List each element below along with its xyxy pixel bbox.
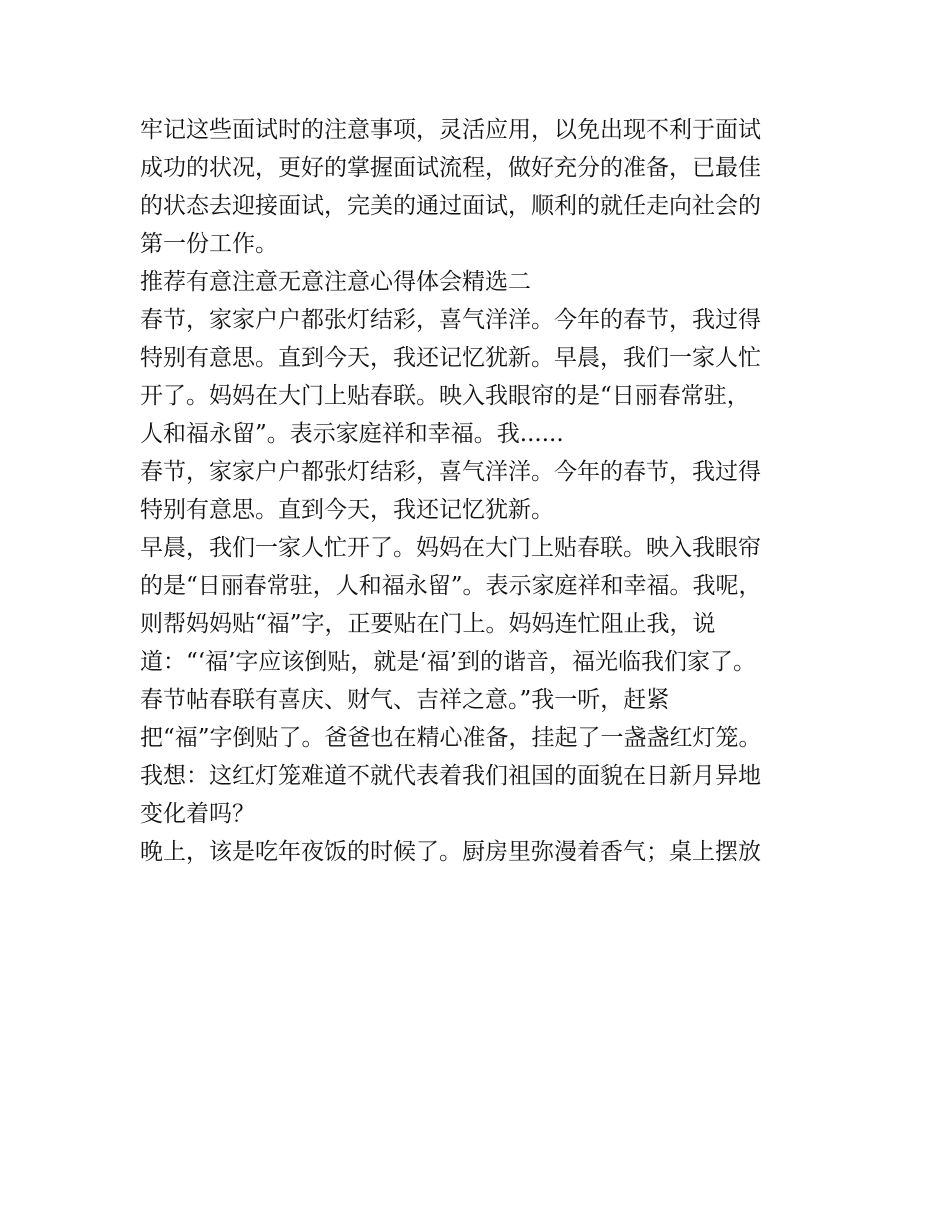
text-line-20: 晚上，该是吃年夜饭的时候了。厨房里弥漫着香气；桌上摆放 <box>140 839 761 865</box>
document-body <box>140 111 815 871</box>
text-line-13: 的是“日丽春常驻，人和福永留”。表示家庭祥和幸福。我呢， <box>140 573 762 599</box>
text-line-3: 的状态去迎接面试，完美的通过面试，顺利的就任走向社会的 <box>140 193 761 219</box>
text-line-11: 特别有意思。直到今天，我还记忆犹新。 <box>140 497 554 523</box>
text-line-17: 把“福”字倒贴了。爸爸也在精心准备，挂起了一盏盏红灯笼。 <box>140 725 762 751</box>
text-line-19: 变化着吗？ <box>140 801 255 827</box>
text-line-16: 春节帖春联有喜庆、财气、吉祥之意。”我一听，赶紧 <box>140 687 670 713</box>
text-line-15: 道：“‘福’字应该倒贴，就是‘福’到的谐音，福光临我们家了。 <box>140 649 757 675</box>
text-line-14: 则帮妈妈贴“福”字，正要贴在门上。妈妈连忙阻止我，说 <box>140 611 716 637</box>
text-line-1: 牢记这些面试时的注意事项，灵活应用，以免出现不利于面试 <box>140 117 761 143</box>
text-line-7: 特别有意思。直到今天，我还记忆犹新。早晨，我们一家人忙 <box>140 345 761 371</box>
text-line-6: 春节，家家户户都张灯结彩，喜气洋洋。今年的春节，我过得 <box>140 307 761 333</box>
text-line-9: 人和福永留”。表示家庭祥和幸福。我...... <box>140 421 564 447</box>
text-line-4: 第一份工作。 <box>140 231 278 257</box>
text-line-8: 开了。妈妈在大门上贴春联。映入我眼帘的是“日丽春常驻， <box>140 383 750 409</box>
text-line-2: 成功的状况，更好的掌握面试流程，做好充分的准备，已最佳 <box>140 155 761 181</box>
text-line-18: 我想：这红灯笼难道不就代表着我们祖国的面貌在日新月异地 <box>140 763 761 789</box>
text-line-10: 春节，家家户户都张灯结彩，喜气洋洋。今年的春节，我过得 <box>140 459 761 485</box>
text-line-12: 早晨，我们一家人忙开了。妈妈在大门上贴春联。映入我眼帘 <box>140 535 761 561</box>
section-heading: 推荐有意注意无意注意心得体会精选二 <box>140 269 531 295</box>
